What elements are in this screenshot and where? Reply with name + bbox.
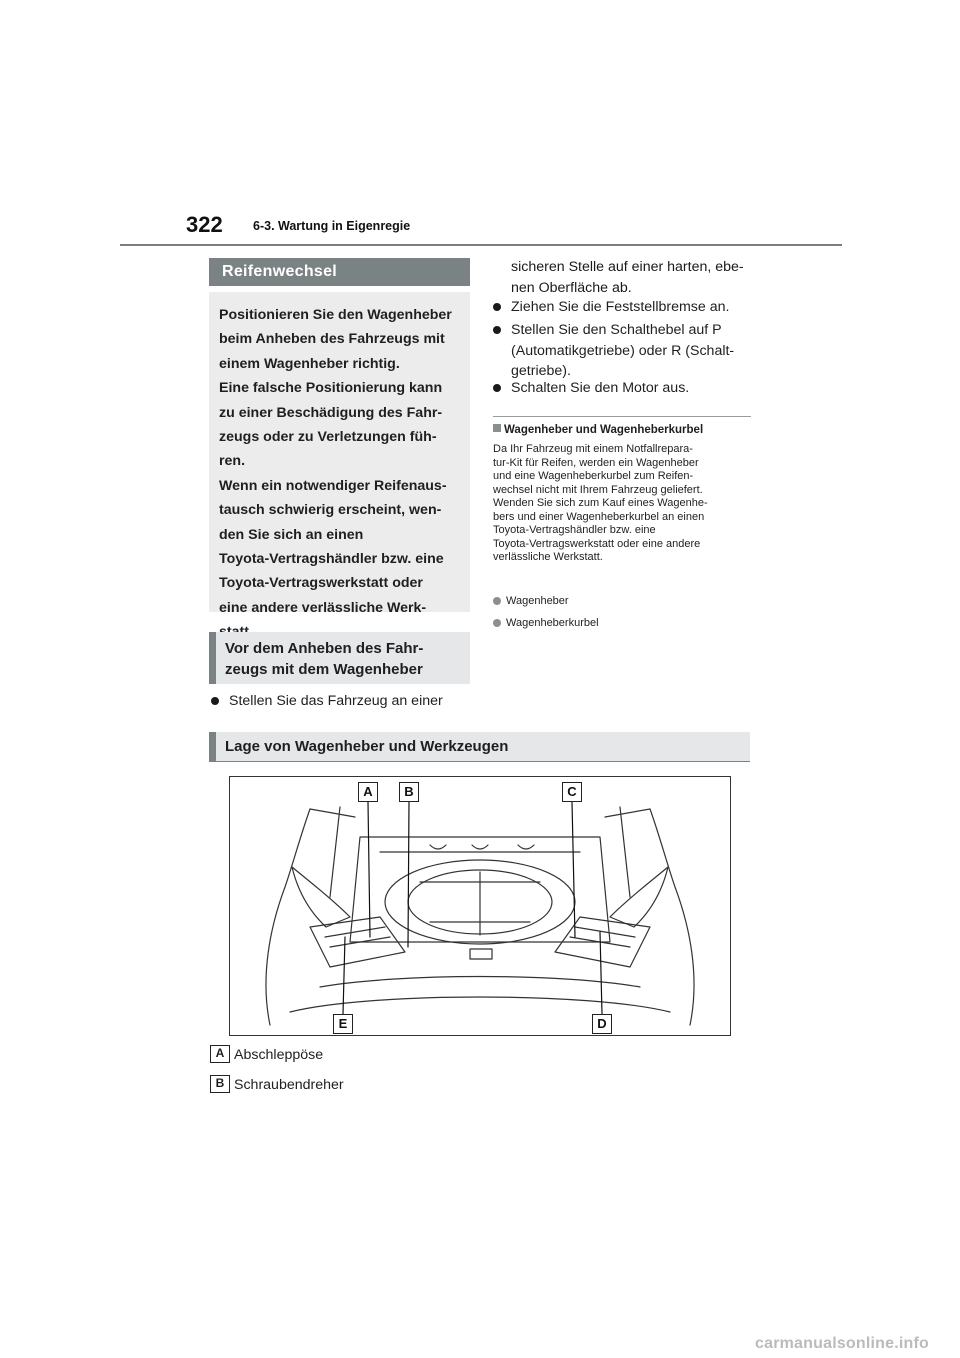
gray-dot-icon: [493, 619, 501, 627]
warning-line: tausch schwierig erscheint, wen-: [219, 502, 442, 519]
small-bullet-item: [493, 594, 693, 610]
figure-label-e: E: [333, 1014, 353, 1034]
warning-line: zeugs oder zu Verletzungen füh-: [219, 429, 437, 446]
subsection-divider: [493, 416, 751, 417]
legend-key: B: [210, 1075, 230, 1093]
paragraph-line: bers und einer Wagenheberkurbel an einen: [493, 510, 705, 523]
bullet-continuation: [511, 257, 751, 298]
warning-line: Toyota-Vertragshändler bzw. eine: [219, 551, 444, 568]
warning-line: ren.: [219, 453, 246, 470]
paragraph-line: und eine Wagenheberkurbel zum Reifen-: [493, 470, 694, 482]
lage-heading-text: Lage von Wagenheber und Werkzeugen: [225, 738, 509, 755]
bullet-dot-icon: [493, 303, 501, 311]
legend-item: [210, 1075, 410, 1095]
paragraph-line: Da Ihr Fahrzeug mit einem Notfallrepara-: [493, 443, 693, 455]
warning-line: Positionieren Sie den Wagenheber: [219, 307, 452, 323]
gray-dot-icon: [493, 597, 501, 605]
small-bullet-text: Wagenheber: [506, 595, 569, 607]
bullet-text: Ziehen Sie die Feststellbremse an.: [511, 299, 730, 315]
figure-label-d: D: [592, 1014, 612, 1034]
warning-line: Wenn ein notwendiger Reifenaus-: [219, 477, 447, 494]
continuation-line: nen Oberfläche ab.: [511, 279, 632, 296]
paragraph-line: Toyota-Vertragshändler bzw. eine: [493, 524, 656, 536]
square-bullet-icon: [493, 424, 501, 432]
continuation-line: sicheren Stelle auf einer harten, ebe-: [511, 259, 744, 275]
legend-text: Schraubendreher: [234, 1077, 344, 1093]
legend-item: [210, 1045, 410, 1065]
paragraph-line: wechsel nicht mit Ihrem Fahrzeug geliefert.: [493, 483, 703, 496]
bullet-dot-icon: [493, 326, 501, 334]
bullet-line: (Automatikgetriebe) oder R (Schalt-: [511, 342, 735, 359]
warning-box: [209, 292, 470, 616]
legend-key: A: [210, 1045, 230, 1063]
vor-dem-heading-line: Vor dem Anheben des Fahr-: [225, 640, 424, 657]
small-bullet-item: [493, 616, 693, 632]
subsection-heading-text: Wagenheber und Wagenheberkurbel: [504, 424, 704, 436]
page-number: 322: [186, 212, 223, 237]
vor-dem-heading-line: zeugs mit dem Wagenheber: [225, 661, 423, 678]
bullet-line: getriebe).: [511, 363, 571, 379]
warning-line: zu einer Beschädigung des Fahr-: [219, 404, 443, 421]
trunk-drawing: [230, 777, 730, 1035]
header-divider: [120, 244, 842, 246]
warning-line: den Sie sich an einen: [219, 526, 364, 543]
figure-label-c: C: [562, 782, 582, 802]
subsection-heading: [493, 423, 751, 437]
paragraph-line: tur-Kit für Reifen, werden ein Wagenheber: [493, 456, 699, 469]
paragraph-line: verlässliche Werkstatt.: [493, 551, 603, 563]
small-bullet-text: Wagenheberkurbel: [506, 617, 599, 629]
vor-dem-anheben-heading: [209, 632, 470, 684]
warning-line: Eine falsche Positionierung kann: [219, 380, 443, 397]
watermark: carmanualsonline.info: [755, 1335, 930, 1352]
figure-label-a: A: [358, 782, 378, 802]
bullet-item: [493, 297, 751, 319]
warning-line: einem Wagenheber richtig.: [219, 355, 400, 372]
trunk-illustration: [229, 776, 731, 1036]
paragraph-line: Wenden Sie sich zum Kauf eines Wagenhe-: [493, 497, 708, 509]
warning-line: beim Anheben des Fahrzeugs mit: [219, 331, 445, 348]
bullet-line: Stellen Sie den Schalthebel auf P: [511, 322, 722, 338]
legend-text: Abschleppöse: [234, 1047, 324, 1063]
bullet-dot-icon: [493, 384, 501, 392]
reifenwechsel-heading: [209, 258, 470, 286]
warning-line: Toyota-Vertragswerkstatt oder: [219, 575, 423, 592]
lage-heading: [209, 732, 750, 761]
figure-label-b: B: [399, 782, 419, 802]
bullet-item: [493, 320, 751, 384]
section-title: 6-3. Wartung in Eigenregie: [253, 219, 411, 233]
reifenwechsel-heading-text: Reifenwechsel: [222, 263, 338, 280]
paragraph-line: Toyota-Vertragswerkstatt oder eine andere: [493, 537, 701, 550]
subsection-paragraph: [493, 443, 751, 565]
warning-line: eine andere verlässliche Werk-: [219, 599, 427, 616]
bullet-dot-icon: [211, 697, 219, 705]
bullet-text: [511, 320, 734, 382]
bullet-item: [211, 691, 471, 713]
lage-heading-underline: [209, 761, 750, 762]
bullet-text: Stellen Sie das Fahrzeug an einer: [229, 693, 443, 709]
bullet-text: Schalten Sie den Motor aus.: [511, 380, 690, 396]
bullet-item: [493, 378, 751, 400]
